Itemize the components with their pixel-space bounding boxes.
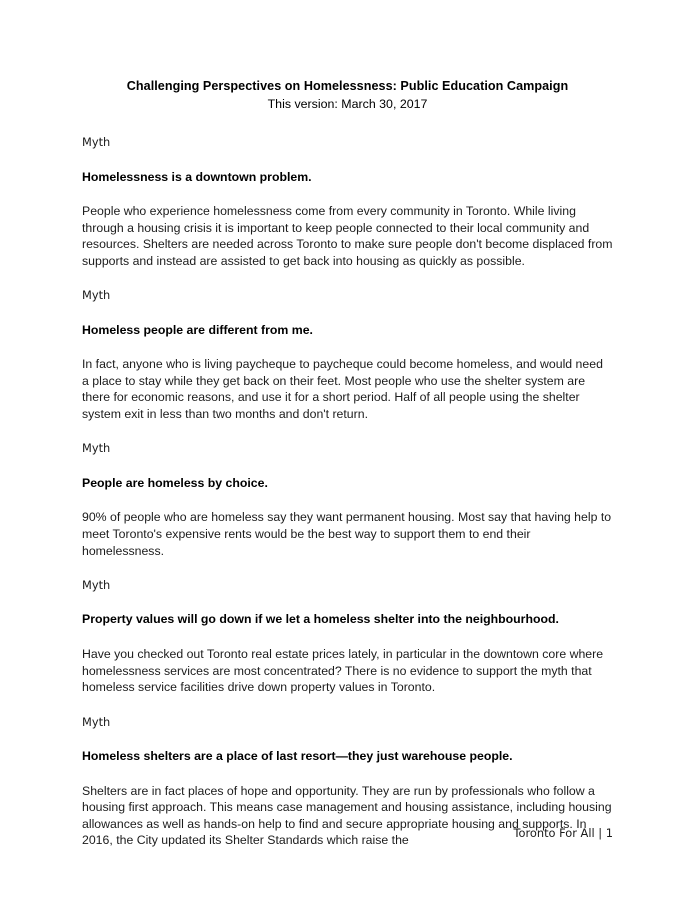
myth-claim: Property values will go down if we let a homeless shelter into the neighbourhood. xyxy=(82,612,559,627)
myth-claim: Homeless shelters are a place of last resort—they just warehouse people. xyxy=(82,749,513,763)
myth-section xyxy=(82,578,613,696)
page-title: Challenging Perspectives on Homelessness: Public Education Campaign xyxy=(126,79,569,93)
page-footer: Toronto For All | 1 xyxy=(513,826,613,840)
myth-body: People who experience homelessness come from every community in Toronto. While living through a housing crisis it is important to keep people connected to their local community and resources. Shelters are needed across Toronto to make sure people don't become displaced from supports and instead are assisted to get back into housing as quickly as possible. xyxy=(82,204,613,268)
document-version-line: This version: March 30, 2017 xyxy=(267,97,428,112)
myth-label: Myth xyxy=(82,578,111,593)
myth-label: Myth xyxy=(82,135,111,150)
myth-claim: People are homeless by choice. xyxy=(82,475,268,490)
myth-claim: Homeless people are different from me. xyxy=(82,322,313,337)
myth-body: In fact, anyone who is living paycheque to paycheque could become homeless, and would need a place to stay while they get back on their feet. Most people who use the shelter system are there for economic reasons, and use it for a short period. Half of all people using the shelter system exit in less than two months and don't return. xyxy=(82,357,603,421)
myth-label: Myth xyxy=(82,441,111,456)
myth-label: Myth xyxy=(82,288,111,303)
myth-section xyxy=(82,288,613,422)
myth-claim: Homelessness is a downtown problem. xyxy=(82,169,312,184)
myth-body: 90% of people who are homeless say they want permanent housing. Most say that having help to meet Toronto's expensive rents would be the best way to support them to end their homelessness. xyxy=(82,510,612,558)
myth-body: Shelters are in fact places of hope and opportunity. They are run by professionals who follow a housing first approach. This means case management and housing assistance, including housing allowances as well as hands-on help to find and secure appropriate housing and supports. In 2016, the City updated its Shelter Standards which raise the xyxy=(82,783,612,848)
myth-body: Have you checked out Toronto real estate prices lately, in particular in the downtown core where homelessness services are most concentrated? There is no evidence to support the myth that homeless service facilities drive down property values in Toronto. xyxy=(82,647,604,695)
document-content xyxy=(82,78,613,849)
myth-section xyxy=(82,135,613,269)
myth-section xyxy=(82,441,613,559)
myth-label: Myth xyxy=(82,714,111,729)
